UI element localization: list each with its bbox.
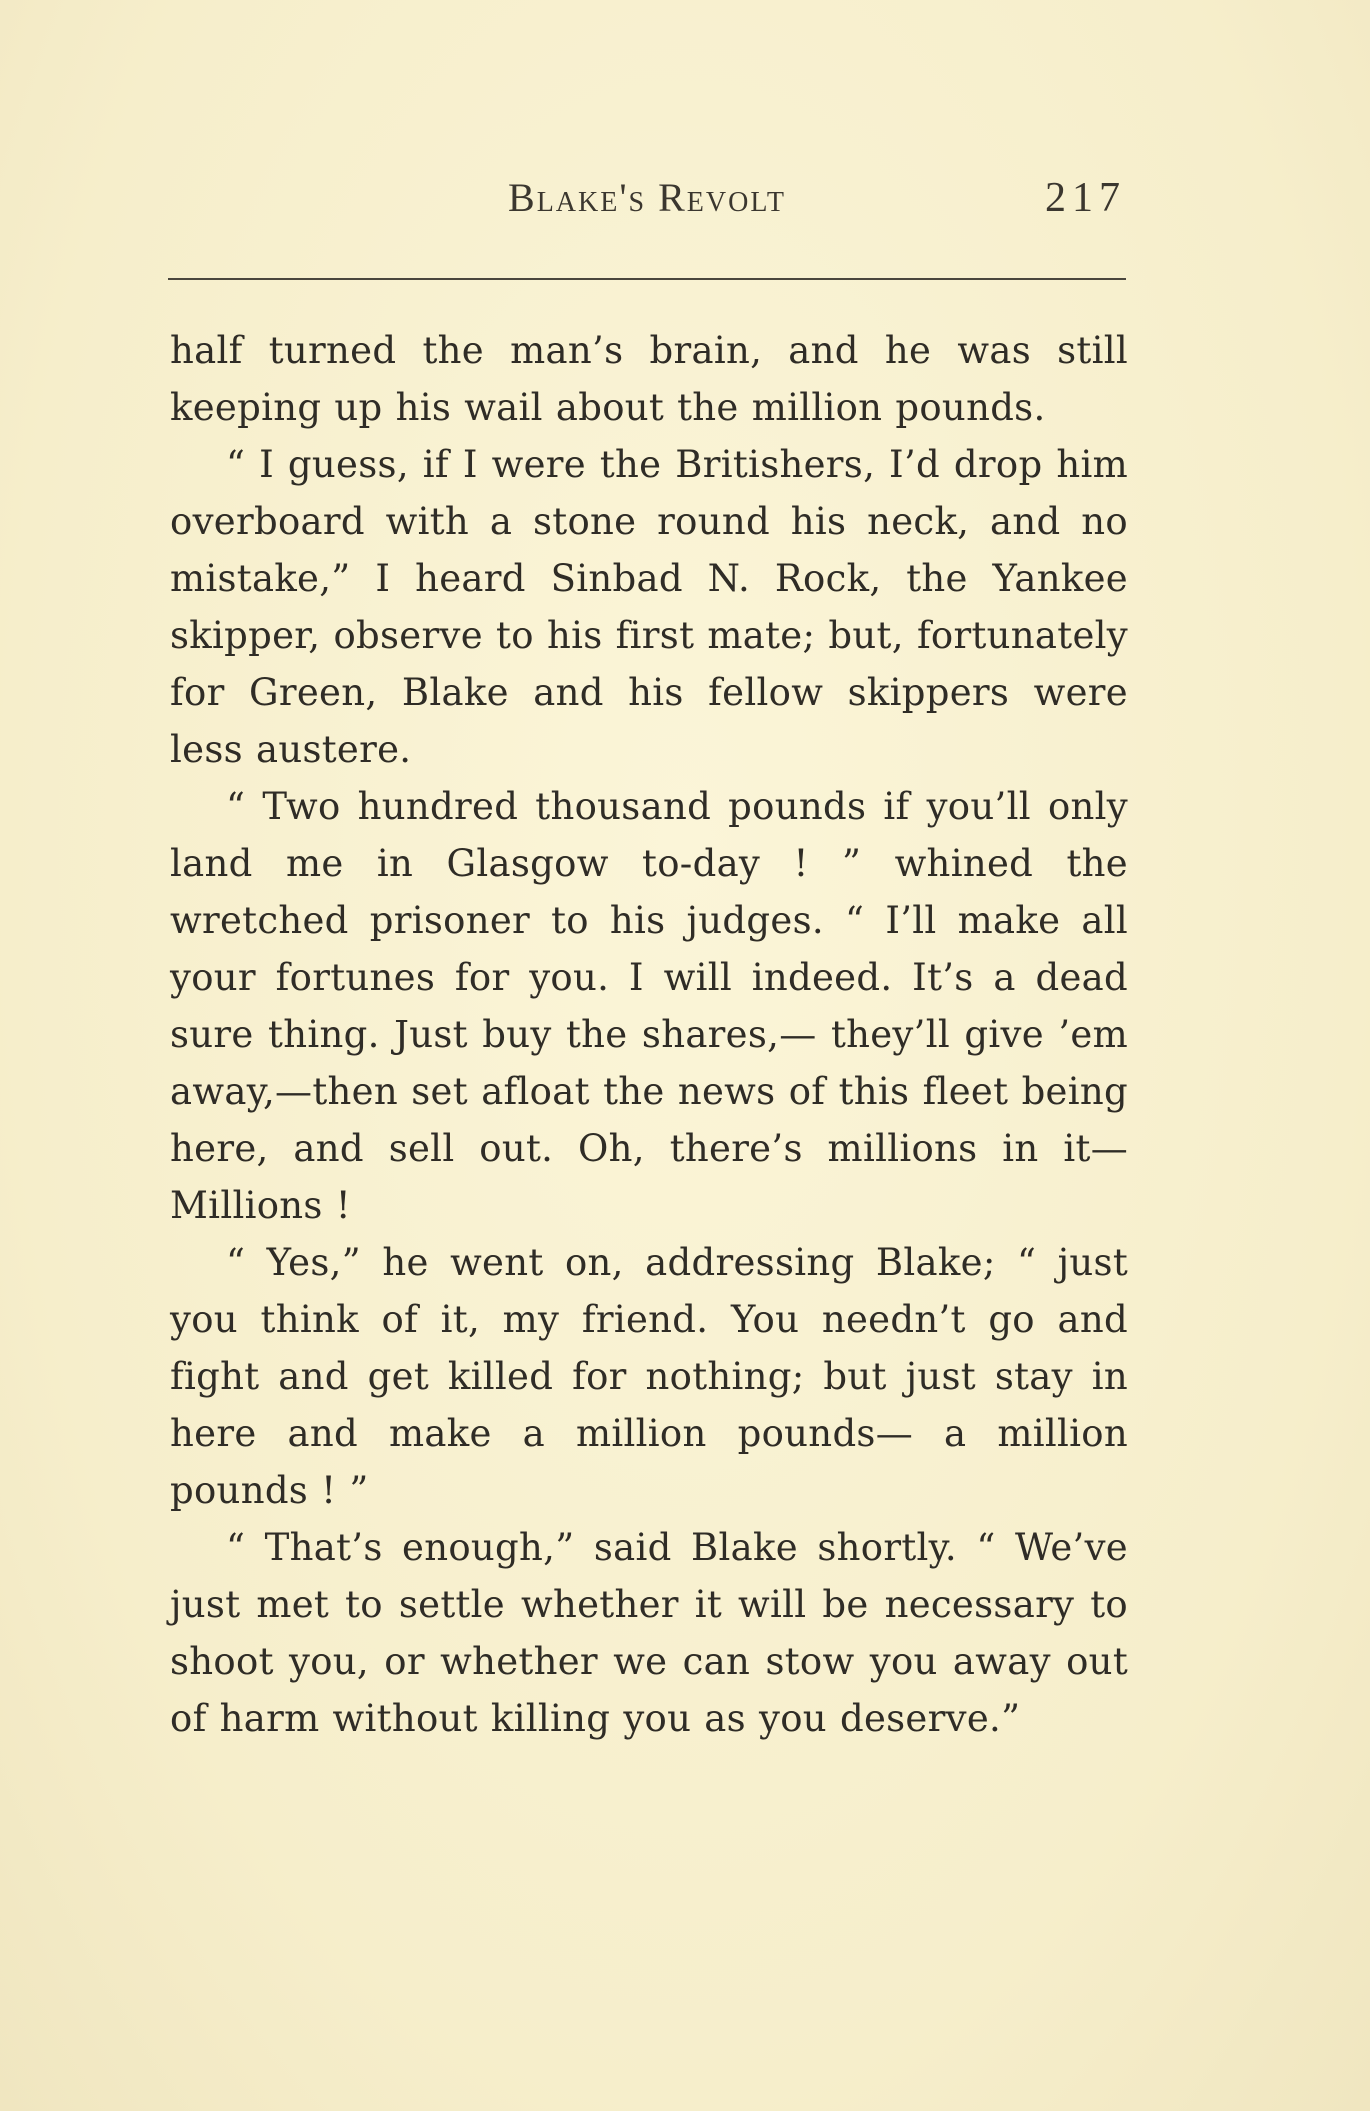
paragraph: “ That’s enough,” said Blake shortly. “ We’ve just met to settle whether it will be necessary to shoot you, or whether we can stow you away out of harm without killing you as you deserve.” — [170, 1526, 1128, 1740]
body-text — [170, 322, 1128, 1747]
header-rule — [168, 278, 1126, 280]
running-head — [168, 174, 1126, 234]
paragraph: “ Yes,” he went on, addressing Blake; “ just you think of it, my friend. You needn’t go and fight and get killed for nothing; but just stay in here and make a million pounds— a million pounds ! ” — [170, 1241, 1128, 1512]
paragraph: “ I guess, if I were the Britishers, I’d drop him overboard with a stone round his neck, and no mistake,” I heard Sinbad N. Rock, the Yankee skipper, observe to his first mate; but, fortunately for Green, Blake and his fellow skippers were less austere. — [170, 443, 1128, 771]
running-title: Blake's Revolt — [508, 175, 786, 220]
paragraph: half turned the man’s brain, and he was still keeping up his wail about the million pounds. — [170, 329, 1128, 429]
page-number: 217 — [1045, 175, 1126, 221]
paragraph: “ Two hundred thousand pounds if you’ll only land me in Glasgow to-day ! ” whined the wretched prisoner to his judges. “ I’ll make all your fortunes for you. I will indeed. It’s a dead sure thing. Just buy the shares,— they’ll give ’em away,—then set afloat the news of this fleet being here, and sell out. Oh, there’s millions in it—Millions ! — [170, 785, 1128, 1227]
